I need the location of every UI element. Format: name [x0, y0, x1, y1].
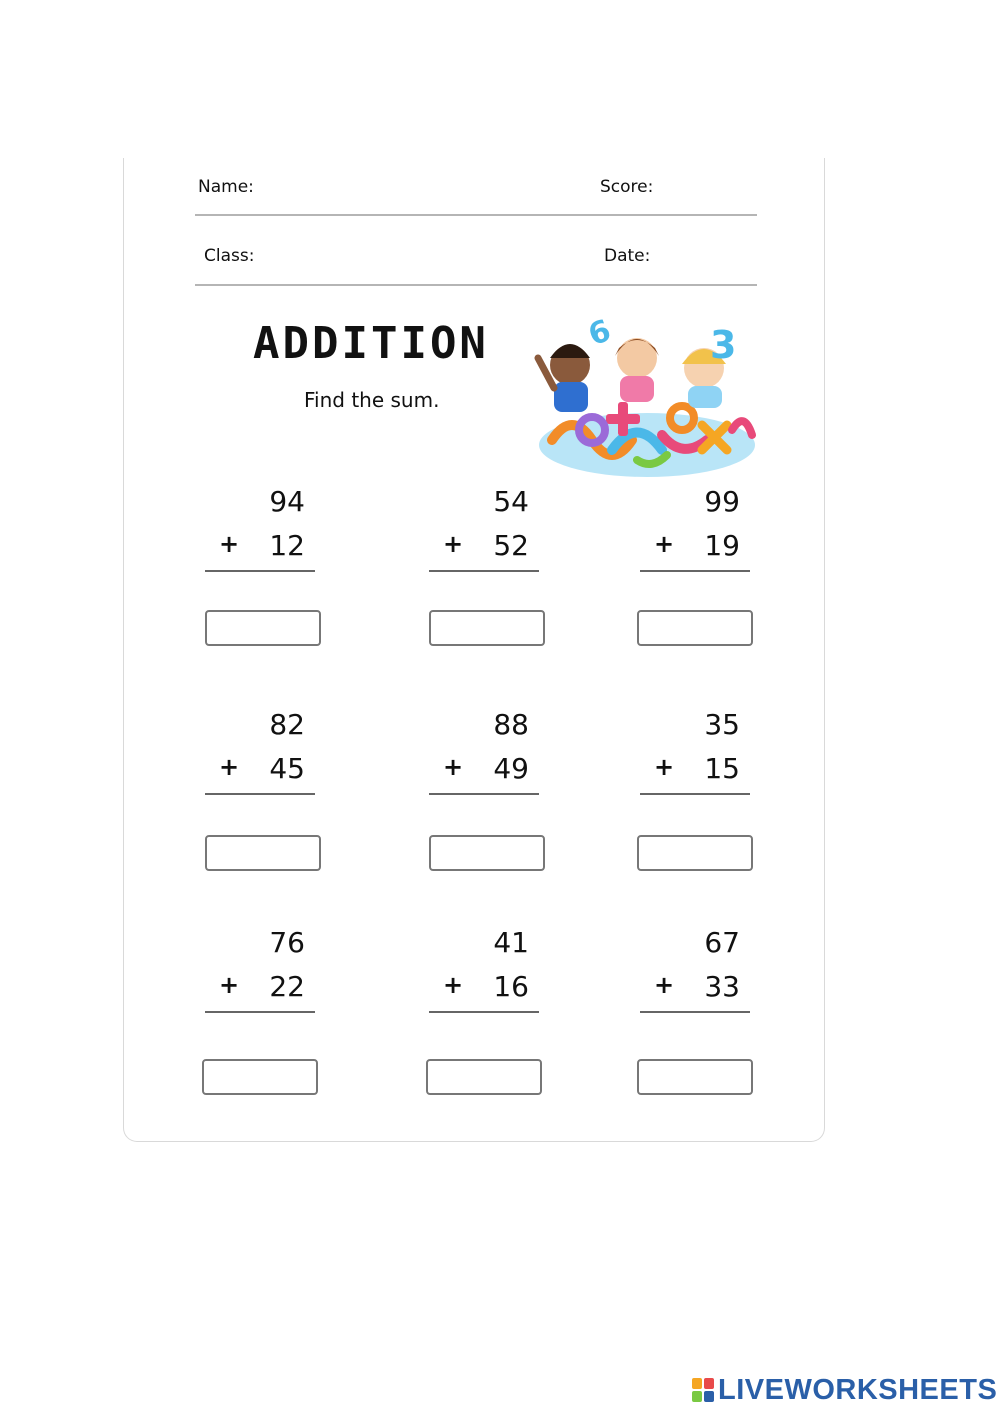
plus-sign: + [219, 530, 240, 558]
answer-box[interactable] [426, 1059, 542, 1095]
answer-box[interactable] [637, 1059, 753, 1095]
answer-box[interactable] [205, 610, 321, 646]
sum-line [429, 1011, 539, 1013]
illustration-digit-three: 3 [710, 323, 737, 367]
class-date-rule [195, 284, 757, 286]
problem-bottom-number: 15 [704, 752, 740, 785]
problem-3 [640, 485, 758, 658]
date-label: Date: [604, 246, 651, 266]
sum-line [640, 570, 750, 572]
problem-1 [205, 485, 323, 658]
sum-line [640, 1011, 750, 1013]
plus-sign: + [654, 971, 675, 999]
class-label: Class: [204, 246, 255, 266]
sum-line [429, 793, 539, 795]
answer-box[interactable] [429, 835, 545, 871]
score-label: Score: [600, 177, 654, 197]
answer-box[interactable] [429, 610, 545, 646]
problem-bottom-number: 19 [704, 529, 740, 562]
problem-top-number: 41 [493, 926, 529, 959]
answer-box[interactable] [637, 610, 753, 646]
problem-top-number: 54 [493, 485, 529, 518]
problem-bottom-number: 45 [269, 752, 305, 785]
problem-6 [640, 708, 758, 881]
answer-box[interactable] [205, 835, 321, 871]
liveworksheets-logo [692, 1373, 997, 1407]
name-score-rule [195, 214, 757, 216]
problem-bottom-number: 49 [493, 752, 529, 785]
instruction-text: Find the sum. [304, 388, 440, 412]
problem-top-number: 35 [704, 708, 740, 741]
problem-bottom-number: 16 [493, 970, 529, 1003]
plus-sign: + [219, 971, 240, 999]
plus-sign: + [654, 530, 675, 558]
sum-line [429, 570, 539, 572]
problem-7 [205, 926, 323, 1099]
problem-bottom-number: 12 [269, 529, 305, 562]
problem-2 [429, 485, 547, 658]
problem-bottom-number: 22 [269, 970, 305, 1003]
plus-sign: + [443, 753, 464, 781]
problem-bottom-number: 52 [493, 529, 529, 562]
problem-top-number: 82 [269, 708, 305, 741]
liveworksheets-logo-icon [692, 1378, 714, 1402]
sum-line [205, 570, 315, 572]
problem-top-number: 99 [704, 485, 740, 518]
answer-box[interactable] [202, 1059, 318, 1095]
plus-sign: + [443, 530, 464, 558]
plus-sign: + [443, 971, 464, 999]
problem-bottom-number: 33 [704, 970, 740, 1003]
illustration-digit-six: 6 [583, 313, 616, 354]
sum-line [205, 793, 315, 795]
problem-8 [429, 926, 547, 1099]
sum-line [205, 1011, 315, 1013]
plus-sign: + [219, 753, 240, 781]
kids-with-numbers-illustration [532, 310, 762, 480]
problem-top-number: 94 [269, 485, 305, 518]
problem-9 [640, 926, 758, 1099]
sum-line [640, 793, 750, 795]
name-label: Name: [198, 177, 254, 197]
problem-top-number: 67 [704, 926, 740, 959]
problem-top-number: 76 [269, 926, 305, 959]
problem-5 [429, 708, 547, 881]
answer-box[interactable] [637, 835, 753, 871]
brand-text: LIVEWORKSHEETS [718, 1373, 998, 1406]
worksheet-title: ADDITION [253, 318, 489, 369]
problem-4 [205, 708, 323, 881]
plus-sign: + [654, 753, 675, 781]
problem-top-number: 88 [493, 708, 529, 741]
